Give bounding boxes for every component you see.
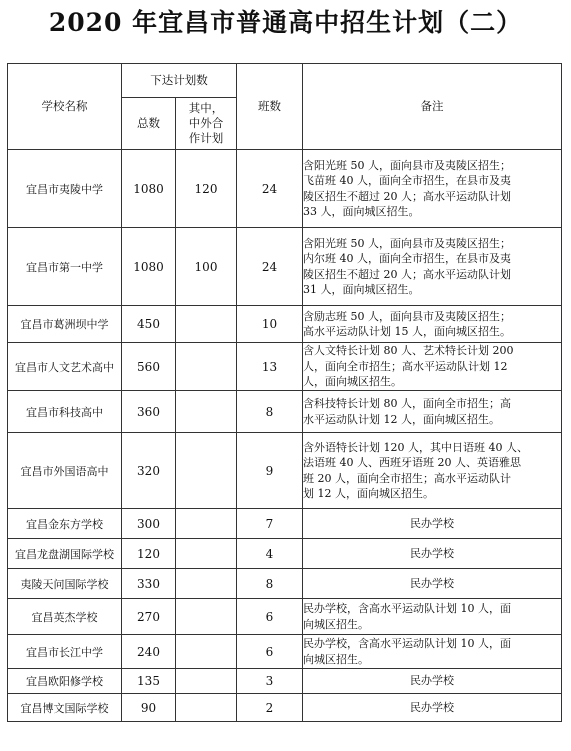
foreign-plan-cell [176, 343, 237, 391]
total-cell: 300 [122, 509, 176, 539]
total-cell: 120 [122, 539, 176, 569]
total-cell: 330 [122, 569, 176, 599]
enrollment-plan-table [7, 63, 562, 722]
school-name-cell: 宜昌英杰学校 [8, 599, 122, 635]
page-title: 2020 年宜昌市普通高中招生计划（二） [48, 8, 523, 37]
table-row [8, 391, 562, 433]
classes-cell: 6 [237, 599, 303, 635]
total-cell: 560 [122, 343, 176, 391]
remarks-cell: 民办学校 [303, 539, 562, 569]
header-foreign-cooperation: 其中， 中外合 作计划 [176, 98, 237, 150]
classes-cell: 10 [237, 306, 303, 343]
remarks-cell: 含励志班 50 人，面向县市及夷陵区招生； 高水平运动队计划 15 人，面向城区招生。 [303, 306, 562, 343]
table-row [8, 635, 562, 669]
school-name-cell: 宜昌金东方学校 [8, 509, 122, 539]
header-plan-count: 下达计划数 [122, 64, 237, 98]
total-cell: 270 [122, 599, 176, 635]
foreign-plan-cell [176, 306, 237, 343]
remarks-cell: 含阳光班 50 人，面向县市及夷陵区招生； 内尔班 40 人，面向全市招生，在县市及夷 陵区招生不超过 20 人；高水平运动队计划 31 人，面向城区招生。 [303, 228, 562, 306]
total-cell: 240 [122, 635, 176, 669]
foreign-plan-cell [176, 569, 237, 599]
table-row [8, 343, 562, 391]
school-name-cell: 宜昌市第一中学 [8, 228, 122, 306]
classes-cell: 8 [237, 569, 303, 599]
foreign-plan-cell [176, 669, 237, 694]
remarks-cell: 含阳光班 50 人，面向县市及夷陵区招生； 飞苗班 40 人，面向全市招生，在县市及夷 陵区招生不超过 20 人；高水平运动队计划 33 人，面向城区招生。 [303, 150, 562, 228]
foreign-plan-cell [176, 599, 237, 635]
remarks-cell: 民办学校 [303, 669, 562, 694]
remarks-cell: 民办学校 [303, 569, 562, 599]
school-name-cell: 宜昌市葛洲坝中学 [8, 306, 122, 343]
total-cell: 1080 [122, 228, 176, 306]
remarks-cell: 含人文特长计划 80 人、艺术特长计划 200 人，面向全市招生；高水平运动队计划 12 人，面向城区招生。 [303, 343, 562, 391]
school-name-cell: 宜昌市科技高中 [8, 391, 122, 433]
foreign-plan-cell: 100 [176, 228, 237, 306]
total-cell: 90 [122, 694, 176, 722]
table-row [8, 150, 562, 228]
classes-cell: 6 [237, 635, 303, 669]
table-row [8, 228, 562, 306]
school-name-cell: 宜昌市长江中学 [8, 635, 122, 669]
remarks-cell: 含科技特长计划 80 人，面向全市招生；高 水平运动队计划 12 人，面向城区招生。 [303, 391, 562, 433]
table-row [8, 306, 562, 343]
classes-cell: 24 [237, 228, 303, 306]
school-name-cell: 宜昌市夷陵中学 [8, 150, 122, 228]
foreign-plan-cell: 120 [176, 150, 237, 228]
total-cell: 1080 [122, 150, 176, 228]
school-name-cell: 夷陵天问国际学校 [8, 569, 122, 599]
header-total: 总数 [122, 98, 176, 150]
remarks-cell: 含外语特长计划 120 人，其中日语班 40 人、 法语班 40 人、西班牙语班 20 人、英语雅思 班 20 人，面向全市招生；高水平运动队计 划 12 人，面向城区招生。 [303, 433, 562, 509]
total-cell: 320 [122, 433, 176, 509]
foreign-plan-cell [176, 635, 237, 669]
classes-cell: 8 [237, 391, 303, 433]
table-row [8, 694, 562, 722]
table-row [8, 433, 562, 509]
school-name-cell: 宜昌欧阳修学校 [8, 669, 122, 694]
header-school-name: 学校名称 [8, 64, 122, 150]
classes-cell: 9 [237, 433, 303, 509]
school-name-cell: 宜昌博文国际学校 [8, 694, 122, 722]
table-row [8, 569, 562, 599]
header-classes: 班数 [237, 64, 303, 150]
table-row [8, 669, 562, 694]
school-name-cell: 宜昌市外国语高中 [8, 433, 122, 509]
table-body [8, 150, 562, 722]
classes-cell: 3 [237, 669, 303, 694]
foreign-plan-cell [176, 433, 237, 509]
foreign-plan-cell [176, 391, 237, 433]
classes-cell: 7 [237, 509, 303, 539]
classes-cell: 24 [237, 150, 303, 228]
table-row [8, 599, 562, 635]
school-name-cell: 宜昌市人文艺术高中 [8, 343, 122, 391]
total-cell: 360 [122, 391, 176, 433]
classes-cell: 13 [237, 343, 303, 391]
foreign-plan-cell [176, 509, 237, 539]
remarks-cell: 民办学校 [303, 694, 562, 722]
header-remarks: 备注 [303, 64, 562, 150]
foreign-plan-cell [176, 539, 237, 569]
foreign-plan-cell [176, 694, 237, 722]
classes-cell: 4 [237, 539, 303, 569]
remarks-cell: 民办学校，含高水平运动队计划 10 人，面 向城区招生。 [303, 635, 562, 669]
total-cell: 450 [122, 306, 176, 343]
classes-cell: 2 [237, 694, 303, 722]
remarks-cell: 民办学校 [303, 509, 562, 539]
remarks-cell: 民办学校，含高水平运动队计划 10 人，面 向城区招生。 [303, 599, 562, 635]
school-name-cell: 宜昌龙盘湖国际学校 [8, 539, 122, 569]
table-row [8, 539, 562, 569]
table-row [8, 509, 562, 539]
total-cell: 135 [122, 669, 176, 694]
